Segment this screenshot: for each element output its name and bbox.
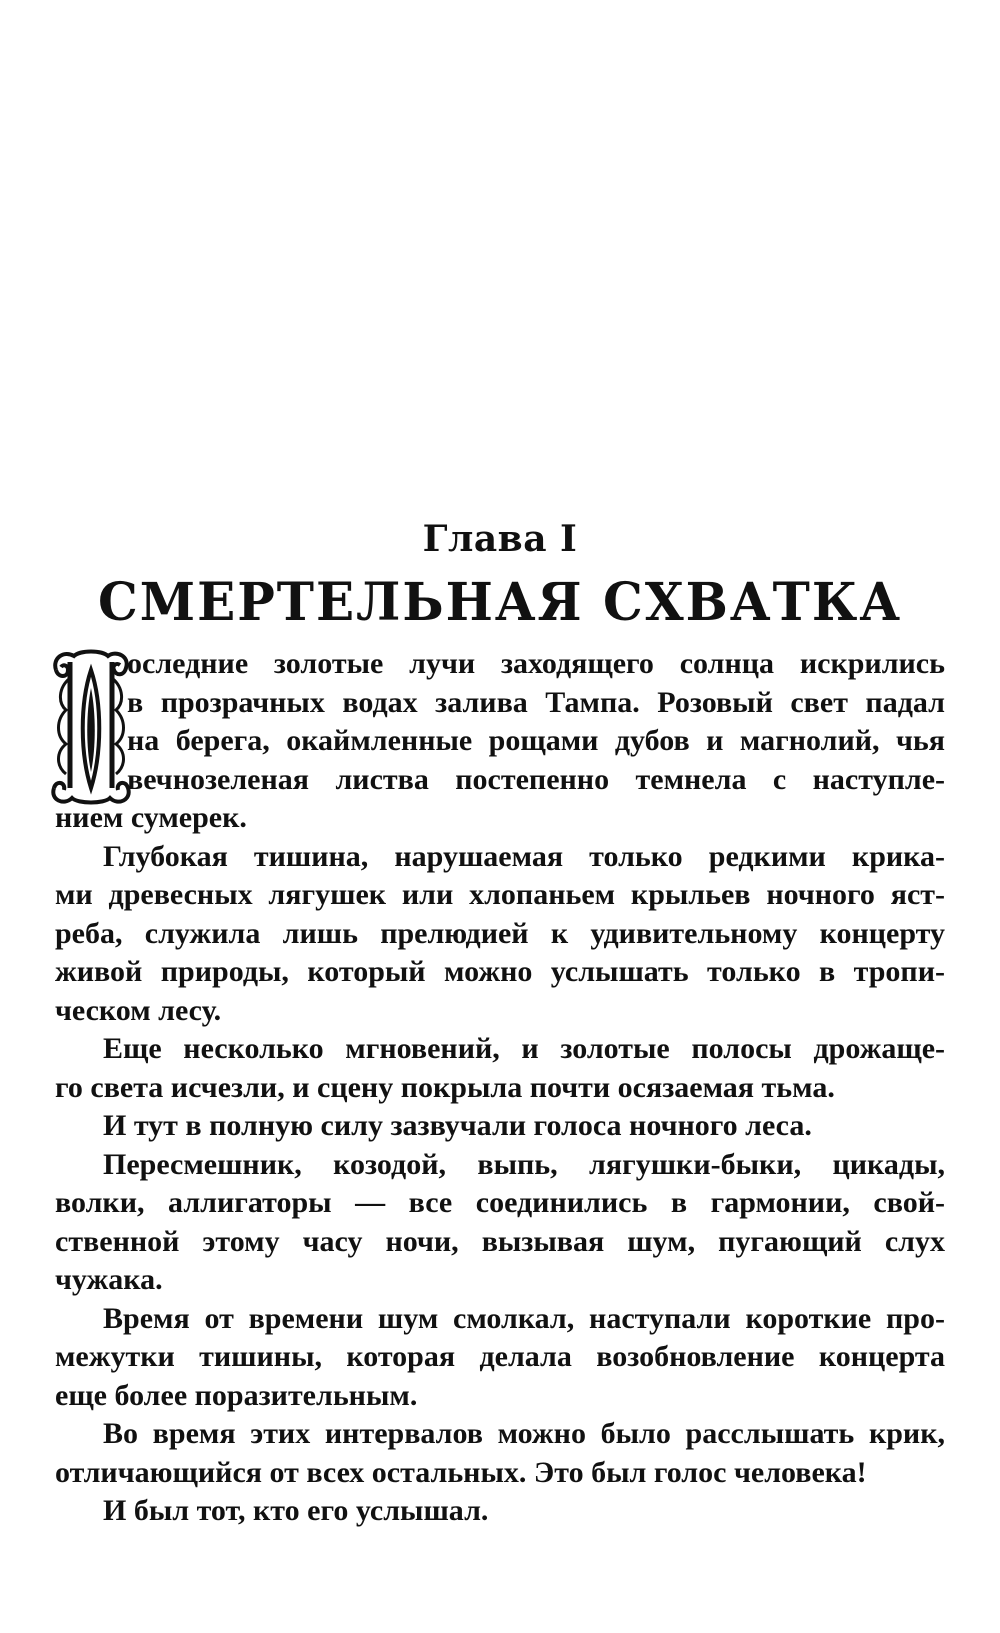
paragraph [55,838,945,1031]
text-line: Глубокая тишина, нарушаемая только редкими крика- [103,839,945,873]
paragraph [55,1146,945,1300]
text-line: вечнозеленая листва постепенно темнела с наступле- [127,762,945,796]
text-line: го света исчезли, и сцену покрыла почти осязаемая тьма. [55,1070,835,1104]
text-line: Еще несколько мгновений, и золотые полосы дрожаще- [103,1032,945,1065]
text-line: на берега, окаймленные рощами дубов и магнолий, чья [127,724,945,757]
paragraph [55,1300,945,1416]
chapter-body [55,645,945,1531]
paragraph [55,645,945,838]
text-line: чужака. [55,1263,163,1296]
text-line: волки, аллигаторы — все соединились в гармонии, свой- [55,1186,945,1219]
text-line: Время от времени шум смолкал, наступали короткие про- [103,1301,945,1335]
chapter-number: Глава I [422,518,578,560]
text-line: в прозрачных водах залива Тампа. Розовый свет падал [127,685,945,719]
text-line: Пересмешник, козодой, выпь, лягушки-быки, цикады, [103,1147,945,1181]
paragraph [55,1415,945,1492]
text-line: межутки тишины, которая делала возобновление концерта [55,1340,945,1373]
text-line: нием сумерек. [55,801,247,834]
chapter-title: СМЕРТЕЛЬНАЯ СХВАТКА [97,570,903,633]
paragraph [55,1030,945,1107]
text-line: оследние золотые лучи заходящего солнца искрились [127,647,945,680]
text-line: ственной этому часу ночи, вызывая шум, пугающий слух [55,1224,945,1258]
paragraph [55,1492,945,1531]
text-line: ческом лесу. [55,993,222,1027]
text-line: еще более поразительным. [55,1378,418,1412]
paragraph [55,1107,945,1146]
text-line: реба, служила лишь прелюдией к удивительному концерту [55,916,945,950]
text-line: ми древесных лягушек или хлопаньем крыльев ночного яст- [55,878,945,911]
text-line: живой природы, который можно услышать только в тропи- [55,955,945,988]
text-line: Во время этих интервалов можно было расслышать крик, [103,1417,945,1450]
text-line: И тут в полную силу зазвучали голоса ночного леса. [103,1109,812,1142]
text-line: И был тот, кто его услышал. [103,1494,489,1527]
text-line: отличающийся от всех остальных. Это был голос человека! [55,1455,867,1489]
